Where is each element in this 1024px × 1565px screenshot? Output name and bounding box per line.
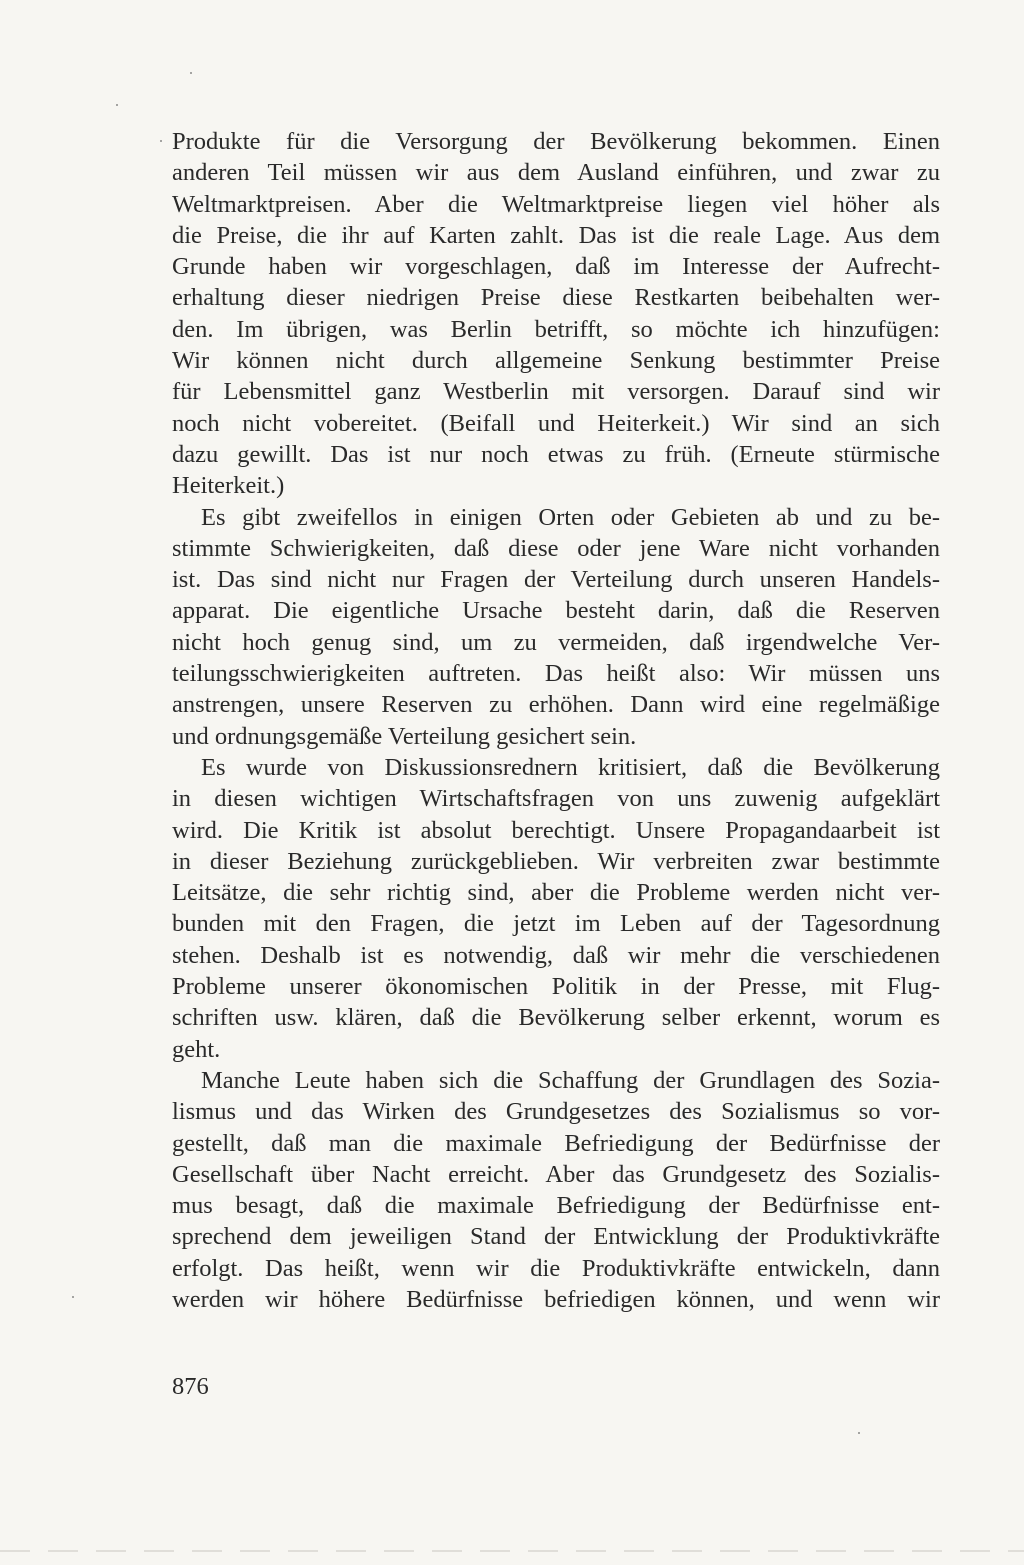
text-line: dazu gewillt. Das ist nur noch etwas zu früh. (Erneute stürmische [172,440,940,468]
text-line: mus besagt, daß die maximale Befriedigung der Bedürfnisse ent- [172,1192,940,1220]
text-line: wird. Die Kritik ist absolut berechtigt. Unsere Propagandaarbeit ist [172,816,940,844]
scan-edge-marks [0,1550,1024,1552]
text-line: anderen Teil müssen wir aus dem Ausland einführen, und zwar zu [172,159,940,187]
scan-speck [160,140,162,142]
text-line: anstrengen, unsere Reserven zu erhöhen. Dann wird eine regelmäßige [172,691,940,719]
text-line: bunden mit den Fragen, die jetzt im Leben auf der Tagesordnung [172,910,940,938]
text-line: Heiterkeit.) [172,472,285,500]
text-line: geht. [172,1035,221,1063]
paragraph-3 [172,752,940,1065]
text-line: und ordnungsgemäße Verteilung gesichert sein. [172,722,637,750]
text-line: Leitsätze, die sehr richtig sind, aber die Probleme werden nicht ver- [172,879,940,907]
text-line: gestellt, daß man die maximale Befriedigung der Bedürfnisse der [172,1129,940,1157]
text-line: für Lebensmittel ganz Westberlin mit versorgen. Darauf sind wir [172,378,940,406]
text-line: erhaltung dieser niedrigen Preise diese Restkarten beibehalten wer- [172,284,940,312]
text-line: die Preise, die ihr auf Karten zahlt. Das ist die reale Lage. Aus dem [172,221,940,249]
text-line: lismus und das Wirken des Grundgesetzes des Sozialismus so vor- [172,1098,940,1126]
text-line: Wir können nicht durch allgemeine Senkung bestimmter Preise [172,347,940,375]
text-line: sprechend dem jeweiligen Stand der Entwicklung der Produktivkräfte [172,1223,940,1251]
text-line: in diesen wichtigen Wirtschaftsfragen von uns zuwenig aufgeklärt [172,785,940,813]
text-line: Probleme unserer ökonomischen Politik in der Presse, mit Flug- [172,973,940,1001]
text-line: Es wurde von Diskussionsrednern kritisiert, daß die Bevölkerung [201,753,940,781]
text-line: Weltmarktpreisen. Aber die Weltmarktpreise liegen viel höher als [172,190,940,218]
paragraph-4 [172,1065,940,1315]
text-line: Gesellschaft über Nacht erreicht. Aber das Grundgesetz des Sozialis- [172,1160,940,1188]
text-line: Produkte für die Versorgung der Bevölkerung bekommen. Einen [172,128,940,155]
text-line: Manche Leute haben sich die Schaffung der Grundlagen des Sozia- [201,1066,940,1094]
paragraph-1 [172,126,940,502]
page-number: 876 [172,1373,209,1400]
paragraph-2 [172,502,940,752]
text-line: noch nicht vobereitet. (Beifall und Heiterkeit.) Wir sind an sich [172,409,940,437]
text-line: werden wir höhere Bedürfnisse befriedigen können, und wenn wir [172,1285,940,1313]
text-line: den. Im übrigen, was Berlin betrifft, so möchte ich hinzufügen: [172,315,940,343]
scan-speck [858,1432,860,1434]
text-line: erfolgt. Das heißt, wenn wir die Produktivkräfte entwickeln, dann [172,1254,940,1282]
scan-speck [72,1296,74,1298]
text-line: nicht hoch genug sind, um zu vermeiden, daß irgendwelche Ver- [172,628,940,656]
text-line: Grunde haben wir vorgeschlagen, daß im Interesse der Aufrecht- [172,253,940,281]
text-line: schriften usw. klären, daß die Bevölkerung selber erkennt, worum es [172,1004,940,1032]
text-line: in dieser Beziehung zurückgeblieben. Wir verbreiten zwar bestimmte [172,847,940,875]
text-line: Es gibt zweifellos in einigen Orten oder Gebieten ab und zu be- [201,503,940,531]
text-line: teilungsschwierigkeiten auftreten. Das heißt also: Wir müssen uns [172,660,940,688]
text-line: stimmte Schwierigkeiten, daß diese oder jene Ware nicht vorhanden [172,534,940,562]
page-body [172,126,940,1315]
text-line: ist. Das sind nicht nur Fragen der Verteilung durch unseren Handels- [172,566,940,594]
text-line: apparat. Die eigentliche Ursache besteht darin, daß die Reserven [172,597,940,625]
scan-speck [190,72,192,74]
scan-speck [116,104,118,106]
text-line: stehen. Deshalb ist es notwendig, daß wir mehr die verschiedenen [172,941,940,969]
